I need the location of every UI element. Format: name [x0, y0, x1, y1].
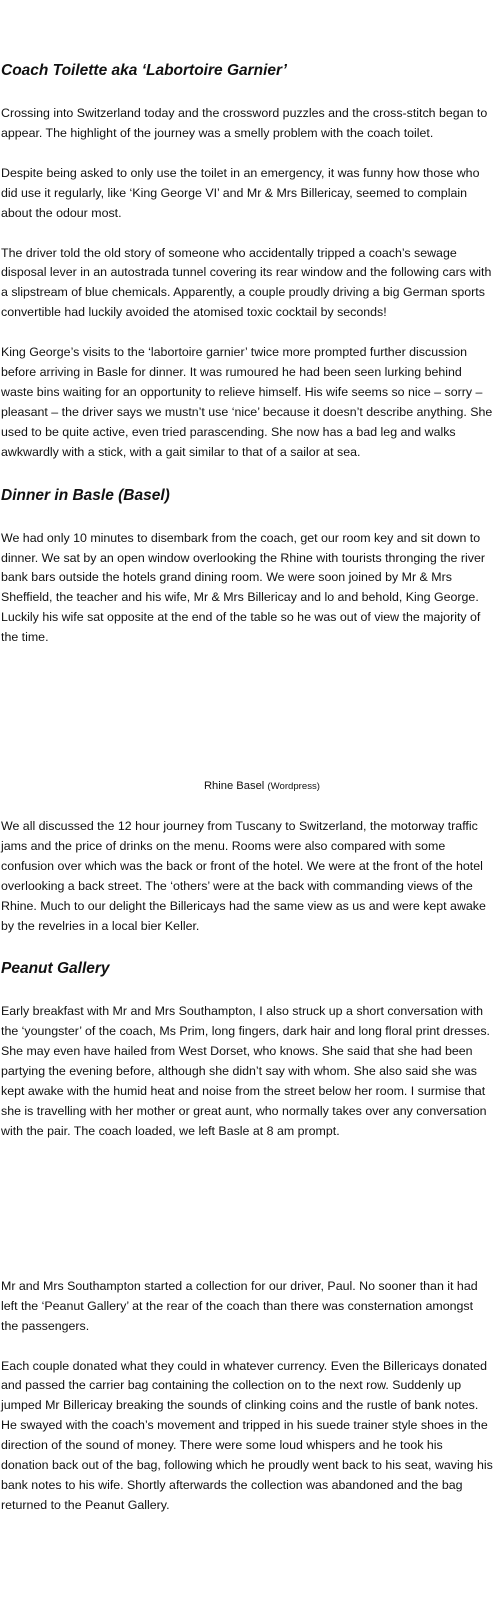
image-caption — [1, 778, 493, 795]
section-heading-peanut-gallery: Peanut Gallery — [1, 960, 110, 978]
section-heading-coach-toilette: Coach Toilette aka ‘Labortoire Garnier’ — [1, 62, 287, 79]
image-placeholder-rhine-basel — [1, 648, 493, 778]
image-placeholder — [1, 1142, 493, 1277]
caption-text: Rhine Basel — [203, 780, 265, 793]
paragraph: The driver told the old story of someone who accidentally tripped a coach’s sewage disposal lever in an autostrada tunnel covering its rear window and the following cars with a slipstream of blue chemicals. Apparently, a couple proudly driving a big German sports convertible had luckily avoided the atomised toxic cocktail by seconds! — [1, 245, 492, 320]
paragraph: Each couple donated what they could in whatever currency. Even the Billericays donated and passed the carrier bag containing the collection on to the next row. Suddenly up jumped Mr Billericay breaking the sounds of clinking coins and the rustle of bank notes. He swayed with the coach’s movement and tripped in his suede trainer style shoes in the direction of the sound of money. There were some loud whispers and he took his donation back out of the bag, following which he proudly went back to his seat, waving his bank notes to his wife. Shortly afterwards the collection was abandoned and the bag returned to the Peanut Gallery. — [1, 1358, 493, 1512]
article — [1, 58, 493, 1516]
paragraph: King George’s visits to the ‘labortoire garnier’ twice more prompted further discussion before arriving in Basle for dinner. It was rumoured he had been seen lurking behind waste bins waiting for an opportunity to relieve himself. His wife seems so nice – sorry – pleasant – the driver says we mustn’t use ‘nice’ because it doesn’t describe anything. She used to be quite active, even tried parascending. She now has a bad leg and walks awkwardly with a stick, with a gait similar to that of a sailor at sea. — [1, 345, 493, 459]
paragraph: We had only 10 minutes to disembark from the coach, get our room key and sit down to dinner. We sat by an open window overlooking the Rhine with tourists thronging the river bank bars outside the hotels grand dining room. We were soon joined by Mr & Mrs Sheffield, the teacher and his wife, Mr & Mrs Billericay and lo and behold, King George. Luckily his wife sat opposite at the end of the table so he was out of view the majority of the time. — [1, 530, 485, 645]
paragraph: Crossing into Switzerland today and the crossword puzzles and the cross-stitch began to appear. The highlight of the journey was a smelly problem with the coach toilet. — [1, 106, 488, 140]
paragraph: We all discussed the 12 hour journey from Tuscany to Switzerland, the motorway traffic jams and the price of drinks on the menu. Rooms were also compared with some confusion over which was the back or front of the hotel. We were at the front of the hotel overlooking a back street. The ‘others’ were at the back with commanding views of the Rhine. Much to our delight the Billericays had the same view as us and were kept awake by the revelries in a local bier Keller. — [1, 819, 486, 933]
paragraph: Despite being asked to only use the toilet in an emergency, it was funny how those who did use it regularly, like ‘King George VI’ and Mr & Mrs Billericay, seemed to complain about the odour most. — [1, 165, 480, 220]
section-heading-dinner-in-basle: Dinner in Basle (Basel) — [1, 486, 170, 504]
paragraph: Mr and Mrs Southampton started a collection for our driver, Paul. No sooner than it had left the ‘Peanut Gallery’ at the rear of the coach than there was consternation amongst the passengers. — [1, 1278, 478, 1333]
caption-credit: (Wordpress) — [267, 781, 321, 793]
paragraph: Early breakfast with Mr and Mrs Southampton, I also struck up a short conversation with the ‘youngster’ of the coach, Ms Prim, long fingers, dark hair and long floral print dresses. She may even have hailed from West Dorset, who knows. She said that she had been partying the evening before, although she didn’t say with whom. She also said she was kept awake with the humid heat and noise from the street below her room. I surmise that she is travelling with her mother or great aunt, who normally takes over any conversation with the pair. The coach loaded, we left Basle at 8 am prompt. — [1, 1004, 490, 1138]
